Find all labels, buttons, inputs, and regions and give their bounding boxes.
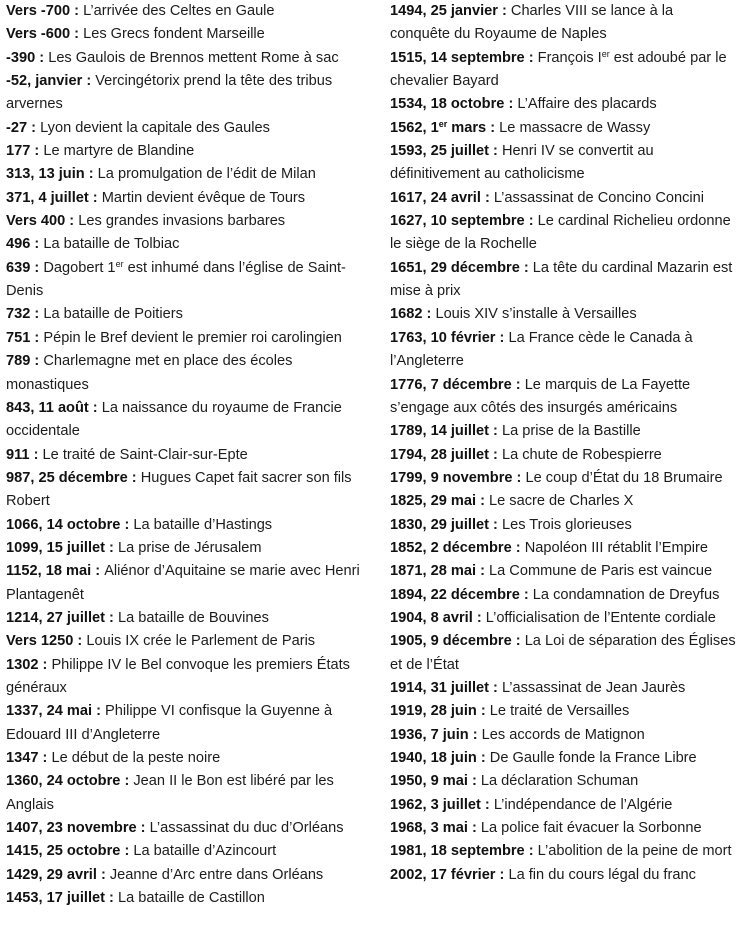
timeline-entry	[390, 724, 736, 747]
entry-separator: :	[476, 750, 490, 766]
entry-text: L’officialisation de l’Entente cordiale	[485, 609, 716, 626]
entry-separator: :	[104, 890, 118, 907]
entry-separator: :	[30, 329, 44, 346]
timeline-entry	[6, 630, 378, 653]
entry-separator: :	[29, 446, 43, 463]
entry-text: La France cède le Canada à l’Angleterre	[390, 329, 693, 370]
entry-text: Les Gaulois de Brennos mettent Rome à sac	[48, 49, 339, 66]
entry-separator: :	[468, 726, 482, 743]
timeline-entry	[390, 747, 736, 770]
entry-separator: :	[511, 376, 525, 393]
entry-date: 1407, 23 novembre	[6, 820, 137, 837]
timeline-entry	[390, 93, 736, 116]
entry-separator: :	[488, 423, 502, 440]
timeline-entry	[390, 467, 736, 490]
timeline-entry	[6, 233, 378, 256]
entry-text: L’indépendance de l’Algérie	[493, 796, 673, 813]
entry-text: Vercingétorix prend la tête des tribus arvernes	[6, 73, 333, 113]
entry-separator: :	[38, 750, 52, 766]
entry-date: 1337, 24 mai	[6, 703, 93, 720]
entry-date: 1534, 18 octobre	[390, 96, 505, 113]
entry-date: 1799, 9 novembre	[390, 469, 513, 486]
entry-date: 639	[6, 259, 31, 276]
entry-date: 1453, 17 juillet	[6, 890, 105, 907]
timeline-entry	[390, 537, 736, 560]
timeline-entry	[390, 560, 736, 583]
timeline-entry	[390, 303, 736, 326]
entry-date: 1214, 27 juillet	[6, 609, 105, 626]
entry-separator: :	[91, 563, 105, 580]
text-superscript: er	[115, 258, 124, 269]
entry-date: 1515, 14 septembre	[390, 49, 525, 66]
entry-date: 1789, 14 juillet	[390, 423, 489, 440]
entry-text: Le sacre de Charles X	[489, 493, 634, 510]
entry-separator: :	[472, 609, 486, 626]
entry-date: 1825, 29 mai	[390, 493, 477, 510]
timeline-entry	[390, 47, 736, 94]
timeline-entry	[390, 770, 736, 793]
entry-separator: :	[120, 843, 134, 860]
entry-separator: :	[127, 469, 141, 486]
entry-separator: :	[467, 820, 481, 837]
timeline-entry	[390, 374, 736, 421]
entry-separator: :	[511, 633, 525, 650]
entry-date: 1593, 25 juillet	[390, 143, 489, 160]
entry-date: 1871, 28 mai	[390, 563, 477, 580]
entry-separator: :	[486, 119, 500, 136]
entry-text: La promulgation de l’édit de Milan	[97, 166, 316, 183]
entry-date: 496	[6, 236, 31, 253]
entry-separator: :	[524, 843, 538, 860]
entry-separator: :	[88, 189, 102, 206]
timeline-entry	[6, 700, 378, 747]
entry-text: Les accords de Matignon	[481, 726, 645, 743]
entry-text: La tête du cardinal Mazarin est mise à prix	[390, 259, 733, 300]
entry-separator: :	[524, 213, 538, 230]
entry-date: 177	[6, 143, 31, 160]
entry-separator: :	[480, 189, 494, 206]
entry-date: 1682	[390, 306, 423, 323]
timeline-entry	[390, 0, 736, 47]
entry-date: 1562, 1er mars	[390, 118, 487, 136]
entry-separator: :	[480, 796, 494, 813]
entry-text: Hugues Capet fait sacrer son fils Robert	[6, 469, 352, 510]
entry-separator: :	[30, 143, 44, 160]
entry-text: Charles VIII se lance à la conquête du Royaume de Naples	[390, 3, 674, 43]
entry-separator: :	[70, 26, 84, 43]
entry-text: La police fait évacuer la Sorbonne	[480, 820, 702, 837]
timeline-entry	[6, 0, 378, 23]
timeline-entry	[6, 467, 378, 514]
entry-separator: :	[488, 446, 502, 463]
entry-date: 1360, 24 octobre	[6, 773, 121, 790]
entry-separator: :	[120, 773, 134, 790]
entry-date: 1776, 7 décembre	[390, 376, 512, 393]
entry-date: 1919, 28 juin	[390, 703, 477, 720]
timeline-entry	[390, 420, 736, 443]
timeline-entry	[6, 397, 378, 444]
entry-text: Les Trois glorieuses	[501, 516, 632, 533]
entry-date: 1914, 31 juillet	[390, 679, 489, 696]
entry-text: Les grandes invasions barbares	[78, 213, 286, 230]
entry-separator: :	[467, 773, 481, 790]
entry-separator: :	[92, 703, 105, 720]
entry-date: 1794, 28 juillet	[390, 446, 489, 463]
timeline-entry	[6, 560, 378, 607]
timeline-column-right	[390, 0, 736, 887]
entry-separator: :	[27, 119, 41, 136]
entry-date: 371, 4 juillet	[6, 189, 89, 206]
entry-text: La déclaration Schuman	[480, 773, 639, 790]
timeline-entry	[390, 607, 736, 630]
entry-text: Lyon devient la capitale des Gaules	[40, 119, 270, 136]
entry-date: Vers 1250	[6, 633, 74, 650]
entry-date: 751	[6, 329, 31, 346]
entry-date: 843, 11 août	[6, 399, 89, 416]
entry-date: 1904, 8 avril	[390, 609, 473, 626]
timeline-entry	[390, 490, 736, 513]
entry-text: Dagobert 1er est inhumé dans l’église de Saint-Denis	[6, 258, 346, 300]
entry-date: 1905, 9 décembre	[390, 633, 512, 650]
timeline-entry	[6, 537, 378, 560]
timeline-entry	[6, 23, 378, 46]
entry-separator: :	[38, 656, 52, 673]
entry-text: L’abolition de la peine de mort	[537, 843, 732, 860]
entry-separator: :	[30, 259, 44, 276]
entry-text: Le martyre de Blandine	[43, 143, 195, 160]
entry-text: Napoléon III rétablit l’Empire	[524, 539, 709, 556]
timeline-entry	[6, 47, 378, 70]
timeline-column-left	[6, 0, 378, 910]
timeline-entry	[390, 210, 736, 257]
entry-text: La Commune de Paris est vaincue	[489, 563, 713, 580]
entry-separator: :	[104, 609, 118, 626]
entry-date: 987, 25 décembre	[6, 469, 128, 486]
timeline-entry	[390, 794, 736, 817]
entry-text: La chute de Robespierre	[501, 446, 662, 463]
timeline-entry	[6, 444, 378, 467]
entry-text: La Loi de séparation des Églises et de l’État	[390, 633, 736, 673]
entry-separator: :	[70, 3, 84, 19]
entry-text: Pépin le Bref devient le premier roi carolingien	[43, 329, 342, 346]
entry-text: La fin du cours légal du franc	[508, 866, 696, 883]
entry-date: 1936, 7 juin	[390, 726, 469, 743]
timeline-entry	[390, 444, 736, 467]
timeline-entry	[6, 864, 378, 887]
timeline-entry	[390, 117, 736, 140]
timeline-entry	[6, 817, 378, 840]
timeline-entry	[6, 163, 378, 186]
entry-separator: :	[136, 820, 150, 837]
entry-text: Louis XIV s’installe à Versailles	[435, 306, 637, 323]
entry-separator: :	[73, 633, 87, 650]
entry-separator: :	[495, 866, 509, 883]
entry-date: 1415, 25 octobre	[6, 843, 121, 860]
entry-text: Le coup d’État du 18 Brumaire	[525, 469, 723, 486]
entry-text: L’Affaire des placards	[517, 96, 657, 113]
timeline-entry	[6, 770, 378, 817]
entry-text: Aliénor d’Aquitaine se marie avec Henri Plantagenêt	[6, 563, 360, 603]
entry-date: 1099, 15 juillet	[6, 539, 105, 556]
entry-separator: :	[476, 563, 489, 580]
timeline-entry	[6, 327, 378, 350]
entry-separator: :	[488, 679, 502, 696]
entry-text: Charlemagne met en place des écoles monastiques	[6, 353, 293, 393]
entry-separator: :	[65, 213, 79, 230]
entry-date: 911	[6, 446, 30, 463]
entry-date: 2002, 17 février	[390, 866, 496, 883]
entry-text: Henri IV se convertit au définitivement au catholicisme	[390, 143, 654, 183]
timeline-entry	[390, 677, 736, 700]
entry-text: Le début de la peste noire	[51, 750, 221, 766]
timeline-entry	[6, 654, 378, 701]
entry-text: La condamnation de Dreyfus	[532, 586, 720, 603]
entry-separator: :	[476, 703, 490, 720]
entry-separator: :	[104, 539, 118, 556]
entry-separator: :	[497, 3, 511, 19]
timeline-entry	[6, 514, 378, 537]
entry-separator: :	[488, 143, 502, 160]
timeline-entry	[6, 140, 378, 163]
entry-text: Les Grecs fondent Marseille	[83, 26, 265, 43]
entry-text: L’assassinat de Concino Concini	[493, 189, 704, 206]
entry-separator: :	[519, 586, 533, 603]
entry-date: 1968, 3 mai	[390, 820, 468, 837]
entry-separator: :	[30, 236, 44, 253]
entry-date: 1627, 10 septembre	[390, 213, 525, 230]
entry-date: Vers -600	[6, 26, 71, 43]
entry-separator: :	[96, 866, 110, 883]
entry-text: Philippe VI confisque la Guyenne à Edouard III d’Angleterre	[6, 703, 333, 743]
timeline-entry	[6, 187, 378, 210]
timeline-entry	[6, 747, 378, 770]
timeline-entry	[6, 887, 378, 910]
entry-date: Vers -700	[6, 3, 71, 19]
timeline-entry	[390, 584, 736, 607]
entry-date: 1763, 10 février	[390, 329, 496, 346]
entry-separator: :	[30, 353, 44, 370]
entry-separator: :	[120, 516, 134, 533]
timeline-entry	[6, 840, 378, 863]
entry-date: 1429, 29 avril	[6, 866, 97, 883]
timeline-entry	[6, 350, 378, 397]
entry-text: Jean II le Bon est libéré par les Anglais	[6, 773, 334, 813]
entry-date: 1940, 18 juin	[390, 750, 477, 766]
timeline-entry	[390, 817, 736, 840]
timeline-entry	[6, 257, 378, 304]
entry-text: La bataille de Poitiers	[43, 306, 183, 323]
entry-separator: :	[422, 306, 436, 323]
entry-date: 1830, 29 juillet	[390, 516, 489, 533]
entry-date: Vers 400	[6, 213, 66, 230]
entry-separator: :	[519, 259, 533, 276]
entry-text: Le marquis de La Fayette s’engage aux côtés des insurgés américains	[390, 376, 691, 416]
entry-text: Le massacre de Wassy	[499, 119, 651, 136]
timeline-entry	[6, 210, 378, 233]
entry-date: 1302	[6, 656, 39, 673]
entry-separator: :	[82, 73, 96, 90]
entry-separator: :	[495, 329, 509, 346]
entry-date: -27	[6, 119, 28, 136]
entry-text: François Ier est adoubé par le chevalier Bayard	[390, 48, 727, 90]
entry-text: La prise de Jérusalem	[117, 539, 262, 556]
date-superscript: er	[438, 118, 448, 129]
entry-date: -52, janvier	[6, 73, 83, 90]
entry-text: Philippe IV le Bel convoque les premiers États généraux	[6, 656, 350, 696]
entry-date: 1981, 18 septembre	[390, 843, 525, 860]
entry-date: 1066, 14 octobre	[6, 516, 121, 533]
entry-text: Le traité de Saint-Clair-sur-Epte	[42, 446, 248, 463]
timeline-entry	[6, 607, 378, 630]
entry-separator: :	[524, 49, 538, 66]
entry-text: Le cardinal Richelieu ordonne le siège de la Rochelle	[390, 213, 731, 253]
entry-date: 1651, 29 décembre	[390, 259, 520, 276]
entry-separator: :	[512, 469, 526, 486]
entry-text: Martin devient évêque de Tours	[101, 189, 306, 206]
entry-separator: :	[35, 49, 49, 66]
timeline-entry	[390, 257, 736, 304]
entry-separator: :	[488, 516, 502, 533]
entry-text: La bataille de Castillon	[117, 890, 265, 907]
entry-separator: :	[504, 96, 518, 113]
entry-date: 1617, 24 avril	[390, 189, 481, 206]
timeline-entry	[390, 840, 736, 863]
entry-separator: :	[511, 539, 525, 556]
timeline-entry	[390, 630, 736, 677]
entry-text: La bataille de Tolbiac	[43, 236, 180, 253]
entry-date: 1494, 25 janvier	[390, 3, 498, 19]
entry-date: 1962, 3 juillet	[390, 796, 481, 813]
timeline-entry	[6, 303, 378, 326]
timeline-entry	[6, 70, 378, 117]
entry-text: L’assassinat du duc d’Orléans	[149, 820, 344, 837]
entry-text: De Gaulle fonde la France Libre	[489, 750, 697, 766]
timeline-entry	[390, 327, 736, 374]
entry-text: La bataille d’Azincourt	[133, 843, 277, 860]
entry-text: La naissance du royaume de Francie occidentale	[6, 399, 342, 440]
entry-text: La prise de la Bastille	[501, 423, 641, 440]
entry-separator: :	[30, 306, 44, 323]
entry-date: 313, 13 juin	[6, 166, 85, 183]
entry-text: La bataille de Bouvines	[117, 609, 269, 626]
entry-separator: :	[476, 493, 489, 510]
entry-text: Le traité de Versailles	[489, 703, 630, 720]
entry-date: 1852, 2 décembre	[390, 539, 512, 556]
entry-date: 789	[6, 353, 31, 370]
entry-date: 1152, 18 mai	[6, 563, 92, 580]
timeline-entry	[390, 514, 736, 537]
timeline-entry	[390, 187, 736, 210]
entry-text: L’arrivée des Celtes en Gaule	[83, 3, 275, 19]
timeline-entry	[390, 140, 736, 187]
entry-date: 732	[6, 306, 31, 323]
entry-date: 1347	[6, 750, 39, 766]
entry-date: 1894, 22 décembre	[390, 586, 520, 603]
entry-text: La bataille d’Hastings	[133, 516, 273, 533]
timeline-entry	[390, 700, 736, 723]
entry-date: 1950, 9 mai	[390, 773, 468, 790]
timeline-entry	[390, 864, 736, 887]
entry-separator: :	[84, 166, 98, 183]
entry-separator: :	[88, 399, 102, 416]
entry-date: -390	[6, 49, 36, 66]
entry-text: Louis IX crée le Parlement de Paris	[86, 633, 316, 650]
text-superscript: er	[601, 48, 610, 59]
timeline-entry	[6, 117, 378, 140]
entry-text: Jeanne d’Arc entre dans Orléans	[109, 866, 324, 883]
entry-text: L’assassinat de Jean Jaurès	[501, 679, 686, 696]
